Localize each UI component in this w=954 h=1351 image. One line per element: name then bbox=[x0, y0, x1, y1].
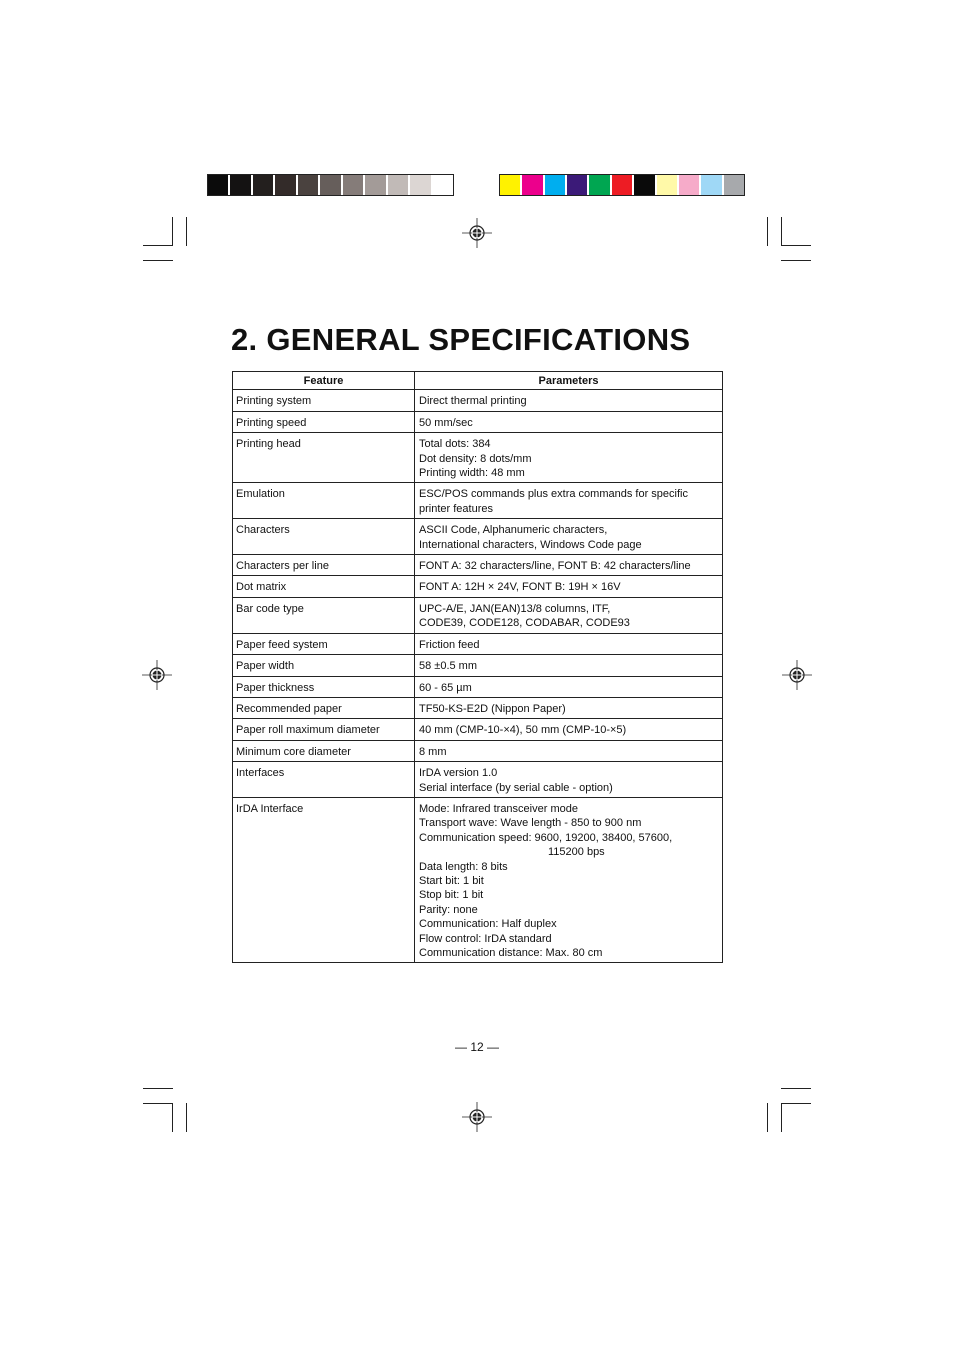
parameter-line: Direct thermal printing bbox=[419, 395, 527, 408]
specifications-table bbox=[232, 371, 723, 963]
parameters-cell bbox=[415, 555, 723, 576]
registration-mark-icon bbox=[142, 660, 172, 690]
column-header-parameters: Parameters bbox=[415, 372, 723, 390]
crop-mark bbox=[781, 217, 782, 246]
feature-cell: Paper thickness bbox=[233, 676, 415, 697]
page-number: — 12 — bbox=[454, 1040, 499, 1054]
table-row bbox=[233, 433, 723, 483]
feature-cell: Minimum core diameter bbox=[233, 740, 415, 761]
parameters-cell bbox=[415, 483, 723, 519]
parameter-line: International characters, Windows Code page bbox=[419, 538, 642, 551]
parameter-line: 58 ±0.5 mm bbox=[419, 660, 478, 673]
column-header-feature: Feature bbox=[233, 372, 415, 390]
parameter-line: Friction feed bbox=[419, 638, 480, 651]
parameter-line: Mode: Infrared transceiver mode bbox=[419, 802, 578, 815]
feature-cell: Paper roll maximum diameter bbox=[233, 719, 415, 740]
table-row bbox=[233, 655, 723, 676]
calibration-swatch bbox=[701, 175, 723, 195]
parameter-line: Parity: none bbox=[419, 903, 478, 916]
crop-mark bbox=[767, 1103, 768, 1132]
parameters-cell bbox=[415, 576, 723, 597]
table-row bbox=[233, 740, 723, 761]
calibration-swatch bbox=[522, 175, 544, 195]
crop-mark bbox=[781, 1103, 811, 1104]
parameters-cell bbox=[415, 719, 723, 740]
table-row bbox=[233, 411, 723, 432]
parameter-line: Start bit: 1 bit bbox=[419, 874, 484, 887]
parameter-line: 8 mm bbox=[419, 745, 447, 758]
parameters-cell bbox=[415, 433, 723, 483]
parameter-line: Communication speed: 9600, 19200, 38400, 57600, bbox=[419, 831, 673, 844]
feature-cell: IrDA Interface bbox=[233, 797, 415, 962]
parameter-line: Dot density: 8 dots/mm bbox=[419, 452, 532, 465]
parameter-line: Total dots: 384 bbox=[419, 438, 491, 451]
feature-cell: Printing speed bbox=[233, 411, 415, 432]
parameter-line: 50 mm/sec bbox=[419, 416, 473, 429]
crop-mark bbox=[143, 245, 173, 246]
calibration-swatch bbox=[634, 175, 656, 195]
crop-mark bbox=[143, 1088, 173, 1089]
parameter-line: TF50-KS-E2D (Nippon Paper) bbox=[419, 702, 566, 715]
feature-cell: Characters bbox=[233, 519, 415, 555]
table-row bbox=[233, 519, 723, 555]
calibration-swatch bbox=[679, 175, 701, 195]
crop-mark bbox=[767, 217, 768, 246]
table-row bbox=[233, 797, 723, 962]
registration-mark-icon bbox=[462, 218, 492, 248]
calibration-swatch bbox=[657, 175, 679, 195]
parameter-line: Stop bit: 1 bit bbox=[419, 889, 484, 902]
registration-mark-icon bbox=[782, 660, 812, 690]
crop-mark bbox=[781, 1088, 811, 1089]
parameter-line: 115200 bps bbox=[548, 846, 605, 859]
table-row bbox=[233, 390, 723, 411]
feature-cell: Characters per line bbox=[233, 555, 415, 576]
parameters-cell bbox=[415, 633, 723, 654]
calibration-swatch bbox=[275, 175, 297, 195]
feature-cell: Dot matrix bbox=[233, 576, 415, 597]
table-row bbox=[233, 719, 723, 740]
grayscale-calibration-bar bbox=[207, 174, 454, 196]
feature-cell: Paper width bbox=[233, 655, 415, 676]
parameter-line: ESC/POS commands plus extra commands for specific bbox=[419, 488, 688, 501]
crop-mark bbox=[143, 260, 173, 261]
feature-cell: Interfaces bbox=[233, 762, 415, 798]
parameter-line: FONT A: 32 characters/line, FONT B: 42 characters/line bbox=[419, 560, 691, 573]
feature-cell: Recommended paper bbox=[233, 697, 415, 718]
table-row bbox=[233, 483, 723, 519]
crop-mark bbox=[781, 260, 811, 261]
feature-cell: Emulation bbox=[233, 483, 415, 519]
parameters-cell bbox=[415, 676, 723, 697]
calibration-swatch bbox=[388, 175, 410, 195]
table-row bbox=[233, 576, 723, 597]
crop-mark bbox=[172, 217, 173, 246]
parameters-cell bbox=[415, 390, 723, 411]
table-body bbox=[233, 390, 723, 963]
parameter-line: 40 mm (CMP-10-×4), 50 mm (CMP-10-×5) bbox=[419, 724, 627, 737]
parameter-line: Flow control: IrDA standard bbox=[419, 932, 552, 945]
crop-mark bbox=[186, 217, 187, 246]
calibration-swatch bbox=[500, 175, 522, 195]
parameters-cell bbox=[415, 519, 723, 555]
calibration-swatch bbox=[433, 175, 453, 195]
crop-mark bbox=[781, 1103, 782, 1132]
parameter-line: Communication distance: Max. 80 cm bbox=[419, 947, 603, 959]
parameter-line: FONT A: 12H × 24V, FONT B: 19H × 16V bbox=[419, 581, 621, 594]
crop-mark bbox=[781, 245, 811, 246]
calibration-swatch bbox=[410, 175, 432, 195]
table-row bbox=[233, 762, 723, 798]
parameter-line: Printing width: 48 mm bbox=[419, 467, 525, 480]
crop-mark bbox=[172, 1103, 173, 1132]
parameters-cell bbox=[415, 411, 723, 432]
parameter-line: IrDA version 1.0 bbox=[419, 767, 498, 780]
table-row bbox=[233, 597, 723, 633]
calibration-swatch bbox=[298, 175, 320, 195]
color-calibration-bar bbox=[499, 174, 745, 196]
registration-mark-icon bbox=[462, 1102, 492, 1132]
crop-mark bbox=[186, 1103, 187, 1132]
table-row bbox=[233, 633, 723, 654]
table-header-row bbox=[233, 372, 723, 390]
calibration-swatch bbox=[208, 175, 230, 195]
calibration-swatch bbox=[589, 175, 611, 195]
table-row bbox=[233, 697, 723, 718]
calibration-swatch bbox=[567, 175, 589, 195]
calibration-swatch bbox=[612, 175, 634, 195]
crop-mark bbox=[143, 1103, 173, 1104]
parameters-cell bbox=[415, 797, 723, 962]
table-row bbox=[233, 555, 723, 576]
parameters-cell bbox=[415, 655, 723, 676]
calibration-swatch bbox=[365, 175, 387, 195]
calibration-swatch bbox=[253, 175, 275, 195]
feature-cell: Bar code type bbox=[233, 597, 415, 633]
parameter-line: 60 - 65 µm bbox=[419, 681, 472, 694]
parameter-line: UPC-A/E, JAN(EAN)13/8 columns, ITF, bbox=[419, 602, 611, 615]
parameter-line: Serial interface (by serial cable - option) bbox=[419, 781, 613, 794]
parameter-line: printer features bbox=[419, 502, 493, 515]
parameter-line: Communication: Half duplex bbox=[419, 918, 557, 931]
parameters-cell bbox=[415, 697, 723, 718]
calibration-swatch bbox=[545, 175, 567, 195]
parameters-cell bbox=[415, 597, 723, 633]
parameter-line: Transport wave: Wave length - 850 to 900 nm bbox=[419, 817, 642, 830]
calibration-swatch bbox=[343, 175, 365, 195]
table-row bbox=[233, 676, 723, 697]
page-title: 2. GENERAL SPECIFICATIONS bbox=[231, 322, 691, 357]
parameter-line: CODE39, CODE128, CODABAR, CODE93 bbox=[419, 617, 630, 630]
parameters-cell bbox=[415, 740, 723, 761]
feature-cell: Paper feed system bbox=[233, 633, 415, 654]
parameters-cell bbox=[415, 762, 723, 798]
calibration-swatch bbox=[230, 175, 252, 195]
parameter-line: ASCII Code, Alphanumeric characters, bbox=[419, 524, 608, 537]
parameter-line: Data length: 8 bits bbox=[419, 860, 508, 873]
calibration-swatch bbox=[320, 175, 342, 195]
feature-cell: Printing head bbox=[233, 433, 415, 483]
feature-cell: Printing system bbox=[233, 390, 415, 411]
calibration-swatch bbox=[724, 175, 744, 195]
